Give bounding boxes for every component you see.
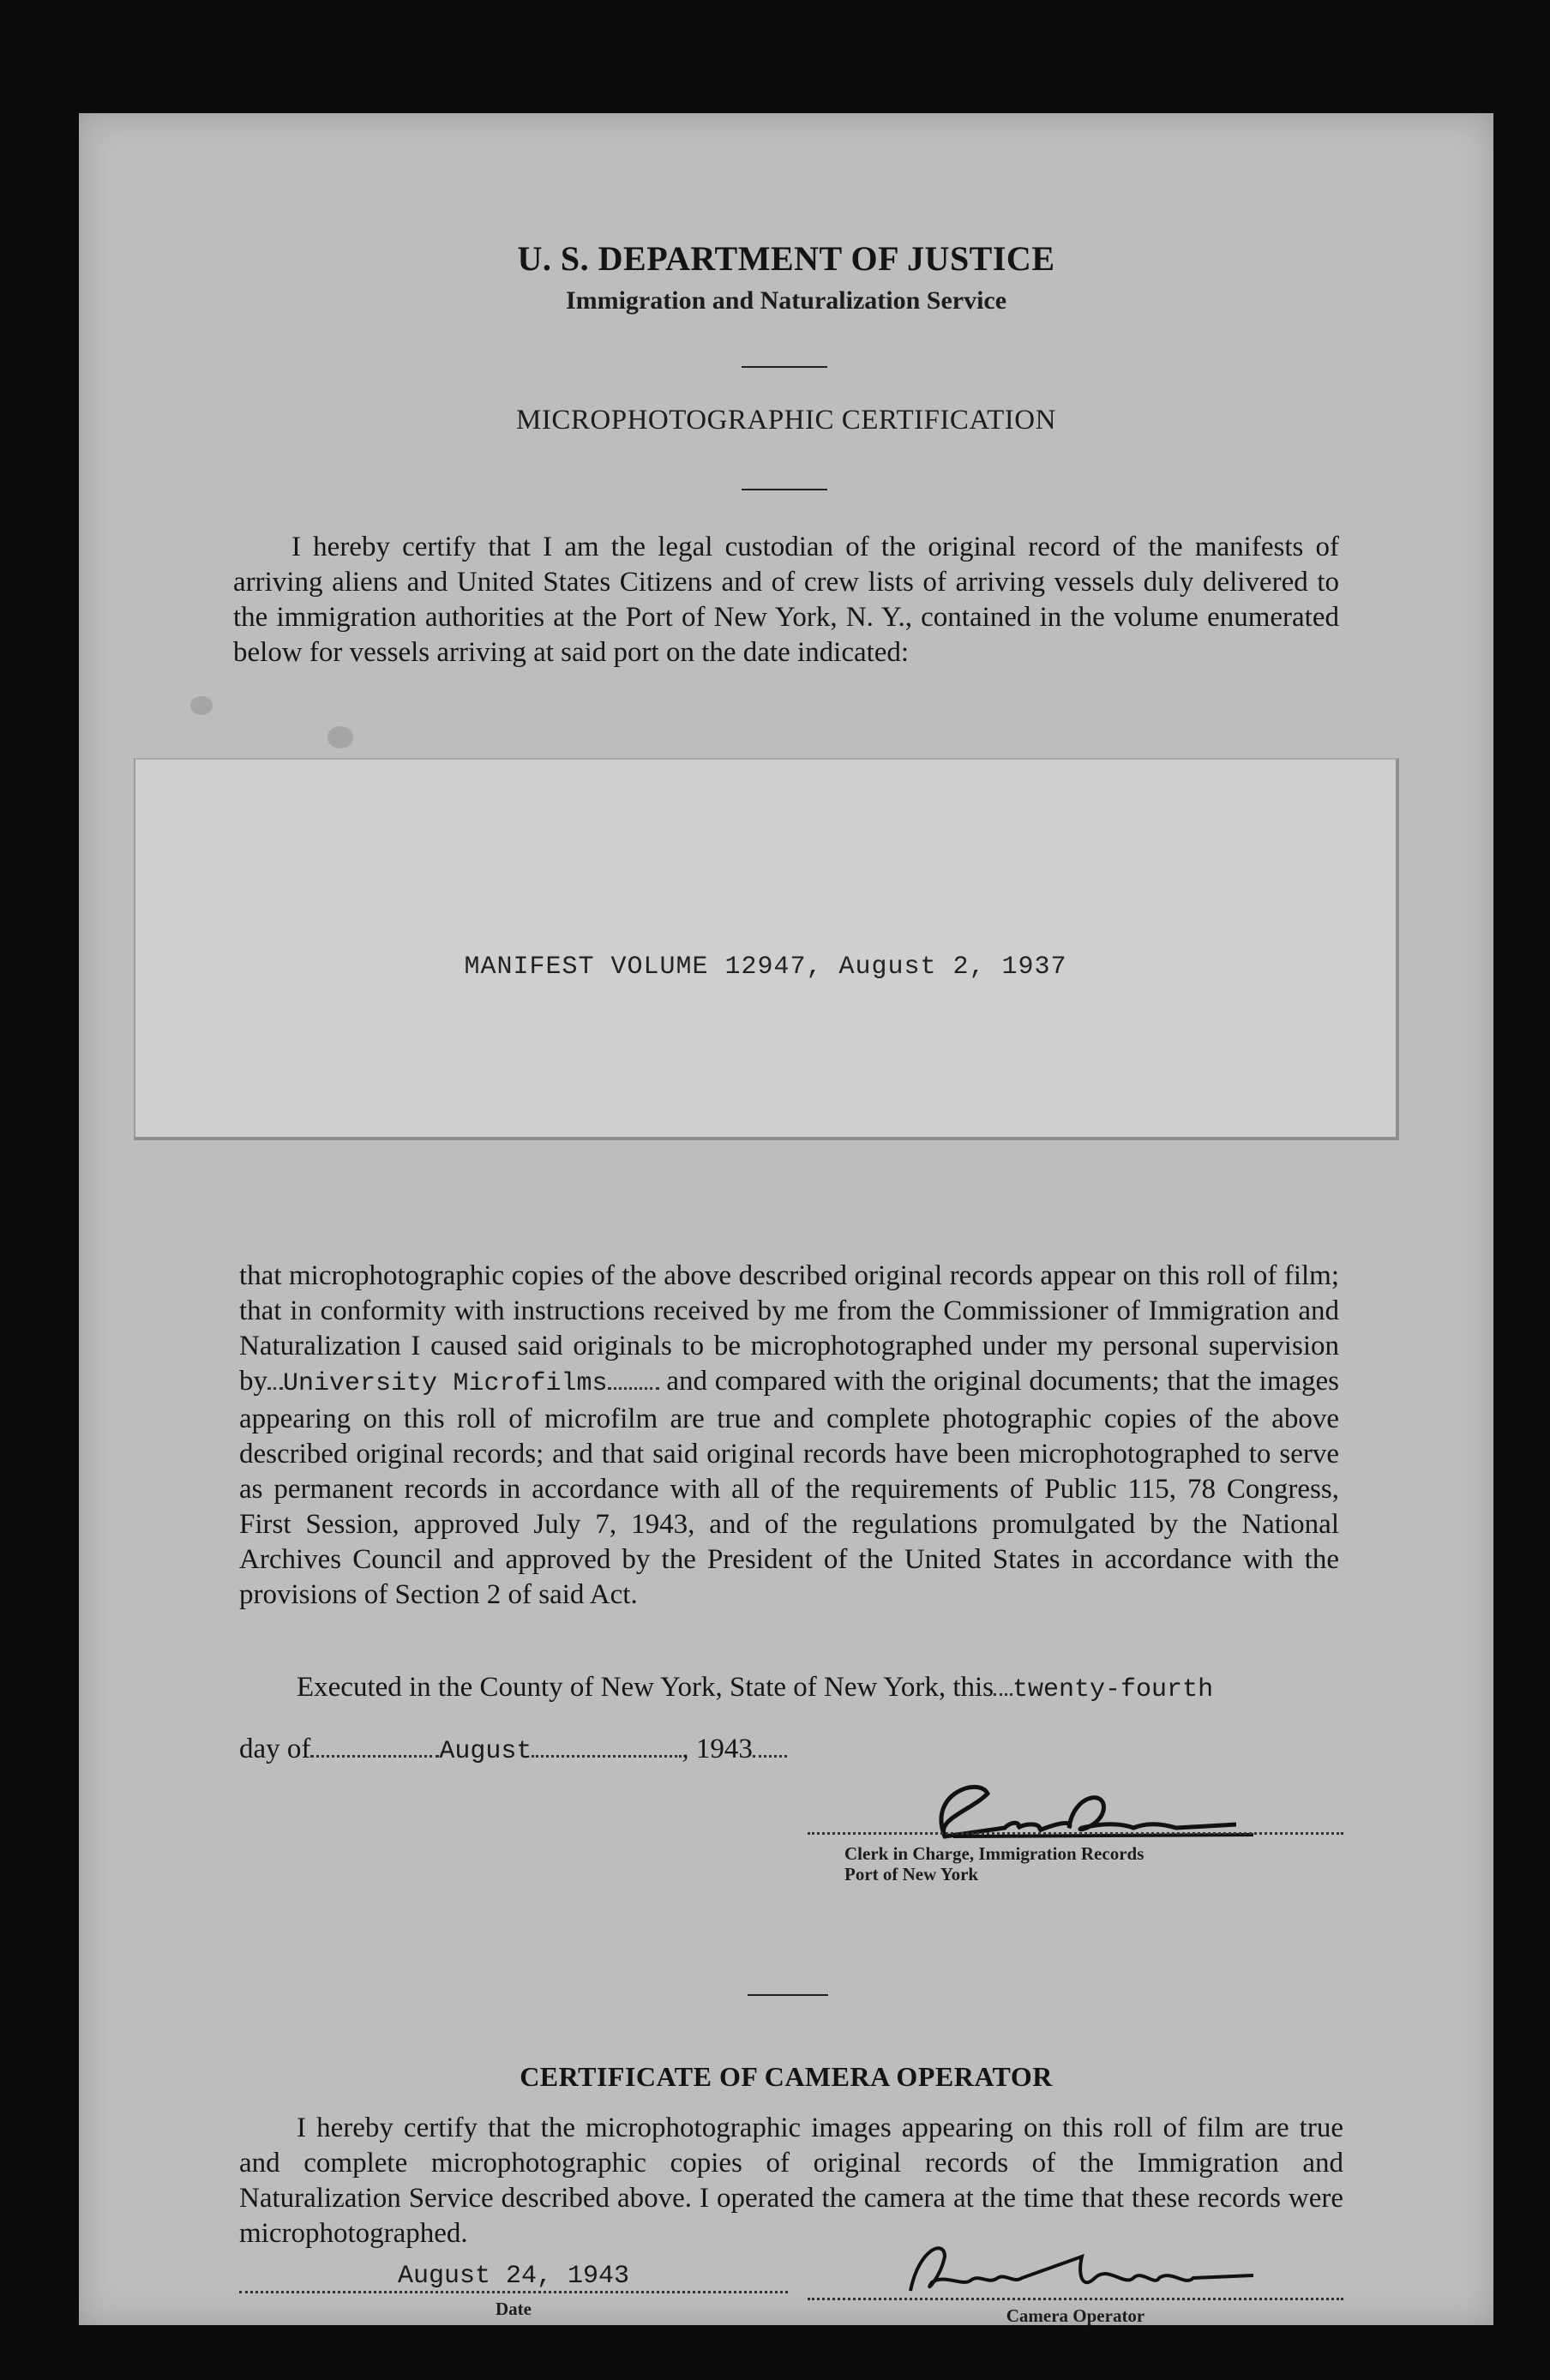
execution-year: , 1943 — [682, 1734, 753, 1764]
executed-text: Executed in the County of New York, State of New York, this — [297, 1672, 994, 1703]
date-field — [239, 2262, 788, 2319]
execution-day-field: twenty-fourth — [1012, 1675, 1214, 1704]
fill-dots — [310, 1755, 439, 1758]
date-label: Date — [496, 2299, 532, 2319]
clerk-title-line1: Clerk in Charge, Immigration Records — [844, 1843, 1144, 1864]
certification-text-part2: and compared with the original documents; that the images appearing on this roll of microfilm are true and complete photographic copies of the above described original records; and that said original records have been microphotographed to serve as permanent records in accordance with all of the requirements of Public 115, 78 Congress, First Session, approved July 7, 1943, and of the regulations promulgated by the National Archives Council and approved by the President of the United States in accordance with the provisions of Section 2 of said Act. — [239, 1366, 1340, 1610]
operator-label: Camera Operator — [1006, 2305, 1145, 2326]
service-subtitle: Immigration and Naturalization Service — [565, 286, 1007, 315]
fill-dots — [753, 1755, 787, 1758]
fill-dots — [608, 1387, 659, 1390]
date-line — [239, 2291, 788, 2293]
fill-dots — [267, 1387, 283, 1390]
certification-text-part1: that microphotographic copies of the above described original records appear on this roll of film; that in conformity with instructions received by me from the Commissioner of Immigration and Naturalization I caused said originals to be microphotographed under my personal supervision by — [239, 1260, 1339, 1397]
divider — [748, 1994, 828, 1996]
operator-signature — [850, 2231, 1331, 2308]
stain — [190, 696, 213, 715]
intro-paragraph: I hereby certify that I am the legal custodian of the original record of the manifests of arriving aliens and United States Citizens and of crew lists of arriving vessels duly delivered to the immigration authorities at the Port of New York, N. Y., contained in the volume enumerated below for vessels arriving at said port on the date indicated: — [233, 532, 1339, 668]
fill-dots — [994, 1693, 1012, 1696]
signature-line — [808, 1832, 1343, 1835]
operator-field — [808, 2298, 1343, 2326]
photographer-field: University Microfilms — [283, 1369, 608, 1398]
divider — [742, 366, 827, 368]
fill-dots — [532, 1755, 682, 1758]
day-of-line — [239, 1732, 925, 1770]
date-value: August 24, 1943 — [397, 2262, 630, 2291]
manifest-volume-text: MANIFEST VOLUME 12947, August 2, 1937 — [464, 953, 1067, 982]
operator-line — [808, 2298, 1343, 2300]
certification-paragraph — [239, 1259, 1339, 1613]
certificate-page — [79, 113, 1493, 2325]
day-of-label: day of — [239, 1734, 311, 1764]
divider — [742, 489, 827, 490]
camera-certification-paragraph: I hereby certify that the microphotographic images appearing on this roll of film are true and complete microphotographic copies of original records of the Immigration and Naturalization Service described above. I operated the camera at the time that these records were microphotographed. — [239, 2113, 1343, 2249]
camera-section-heading: CERTIFICATE OF CAMERA OPERATOR — [520, 2061, 1053, 2092]
department-title: U. S. DEPARTMENT OF JUSTICE — [517, 239, 1055, 278]
clerk-title-line2: Port of New York — [844, 1864, 979, 1884]
stain — [327, 726, 353, 748]
record-inset-card — [134, 758, 1399, 1140]
execution-month-field: August — [439, 1737, 532, 1766]
executed-line — [297, 1670, 1343, 1708]
form-title: MICROPHOTOGRAPHIC CERTIFICATION — [516, 405, 1056, 436]
